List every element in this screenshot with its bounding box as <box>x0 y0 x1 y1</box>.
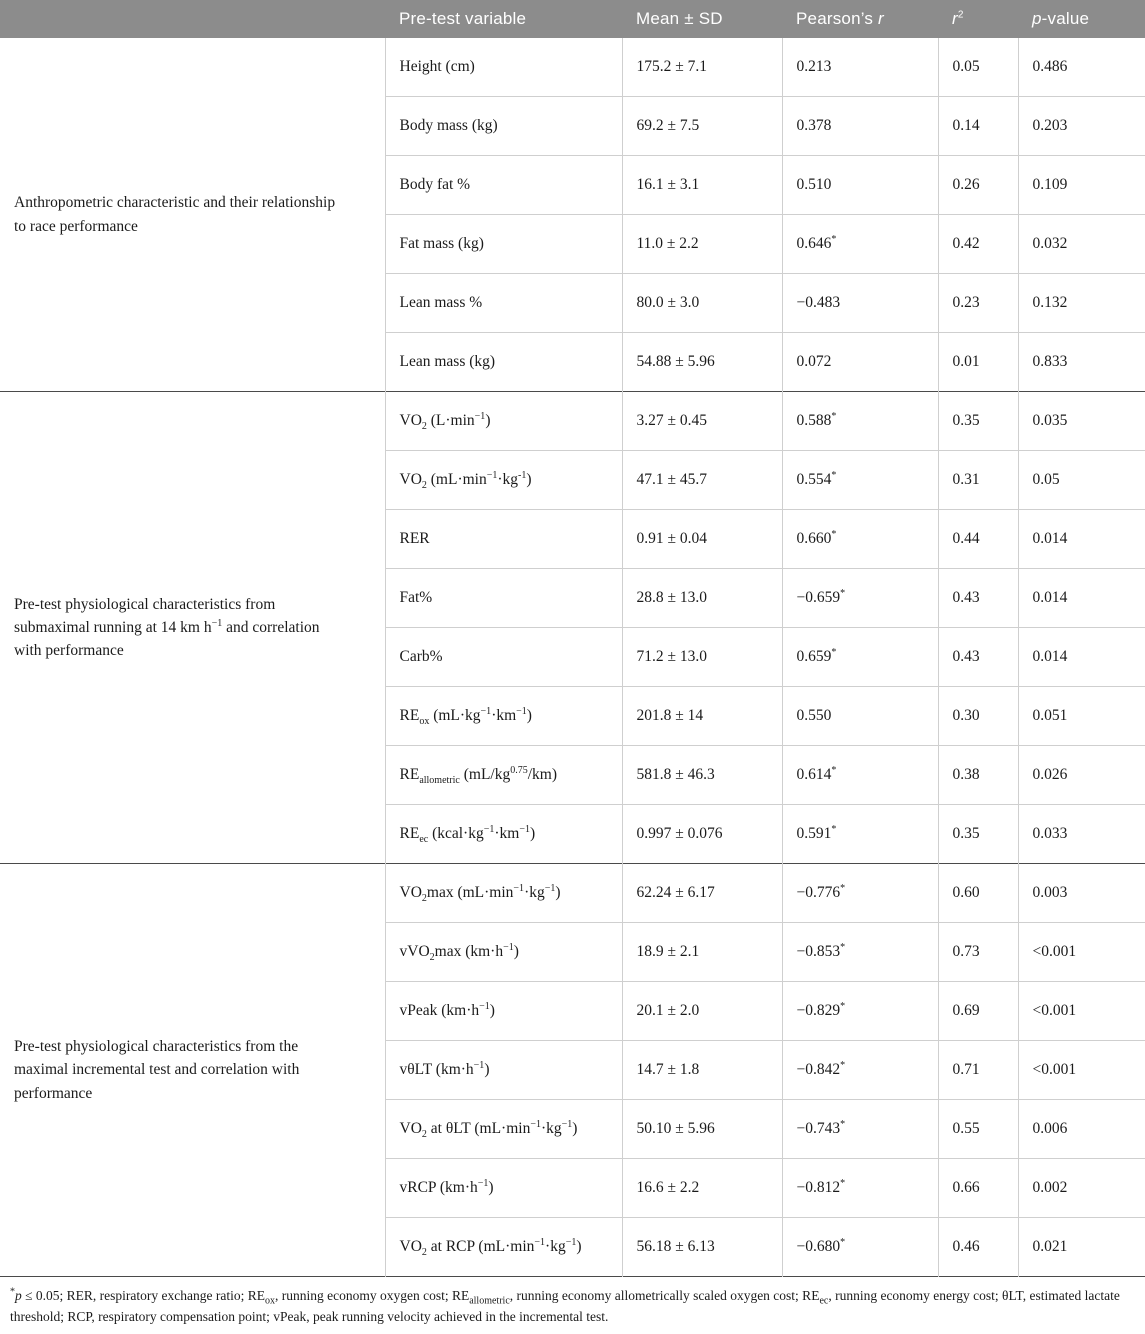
variable-cell: $RE_{allometric}$ $(mL/kg^{0.75}/km)$ <box>385 746 622 805</box>
p-value-cell: <0.001 <box>1018 923 1145 982</box>
p-value-cell: 0.033 <box>1018 805 1145 864</box>
r2-cell: 0.71 <box>938 1041 1018 1100</box>
variable-cell: Lean mass (kg) <box>385 333 622 392</box>
pearson-r-cell: −0.680* <box>782 1218 938 1277</box>
pearson-r-cell: −0.743* <box>782 1100 938 1159</box>
variable-cell: $RE_{ox}$ $(mL\cdot kg^{-1}\cdot km^{-1})$ <box>385 687 622 746</box>
pearson-r-cell: 0.659* <box>782 628 938 687</box>
variable-cell: Body mass (kg) <box>385 97 622 156</box>
variable-cell: $RE_{ec}$ $(kcal\cdot kg^{-1}\cdot km^{-1})$ <box>385 805 622 864</box>
mean-sd-cell: 175.2 ± 7.1 <box>622 38 782 97</box>
p-value-cell: 0.003 <box>1018 864 1145 923</box>
p-value-cell: 0.833 <box>1018 333 1145 392</box>
r2-cell: 0.66 <box>938 1159 1018 1218</box>
mean-sd-cell: 50.10 ± 5.96 <box>622 1100 782 1159</box>
p-value-cell: 0.006 <box>1018 1100 1145 1159</box>
mean-sd-cell: 0.997 ± 0.076 <box>622 805 782 864</box>
p-value-cell: 0.032 <box>1018 215 1145 274</box>
mean-sd-cell: 62.24 ± 6.17 <box>622 864 782 923</box>
pearson-r-cell: 0.588* <box>782 392 938 451</box>
pearson-r-cell: −0.776* <box>782 864 938 923</box>
pearson-r-cell: −0.659* <box>782 569 938 628</box>
p-value-cell: 0.203 <box>1018 97 1145 156</box>
mean-sd-cell: 71.2 ± 13.0 <box>622 628 782 687</box>
pearson-r-cell: −0.483 <box>782 274 938 333</box>
variable-cell: Carb% <box>385 628 622 687</box>
r2-cell: 0.42 <box>938 215 1018 274</box>
pearson-r-cell: 0.510 <box>782 156 938 215</box>
p-value-cell: <0.001 <box>1018 982 1145 1041</box>
r2-cell: 0.35 <box>938 805 1018 864</box>
variable-cell: Body fat % <box>385 156 622 215</box>
variable-cell: vPeak $(km\cdot h^{-1})$ <box>385 982 622 1041</box>
mean-sd-cell: 581.8 ± 46.3 <box>622 746 782 805</box>
table-header <box>0 0 1145 38</box>
mean-sd-cell: 56.18 ± 6.13 <box>622 1218 782 1277</box>
table-row <box>0 864 1145 923</box>
header-cell-mean: Mean ± SD <box>622 0 782 38</box>
pearson-r-cell: 0.591* <box>782 805 938 864</box>
results-table-body <box>0 38 1145 1277</box>
pearson-r-cell: −0.829* <box>782 982 938 1041</box>
mean-sd-cell: 11.0 ± 2.2 <box>622 215 782 274</box>
variable-cell: $VO_2$ $(L\cdot\min^{-1})$ <box>385 392 622 451</box>
r2-cell: 0.73 <box>938 923 1018 982</box>
pearson-r-cell: 0.614* <box>782 746 938 805</box>
pearson-r-cell: 0.550 <box>782 687 938 746</box>
pearson-r-cell: −0.812* <box>782 1159 938 1218</box>
variable-cell: vθLT $(km\cdot h^{-1})$ <box>385 1041 622 1100</box>
mean-sd-cell: 69.2 ± 7.5 <box>622 97 782 156</box>
pearson-r-cell: 0.646* <box>782 215 938 274</box>
p-value-cell: 0.014 <box>1018 628 1145 687</box>
p-value-cell: 0.486 <box>1018 38 1145 97</box>
r2-cell: 0.55 <box>938 1100 1018 1159</box>
table-row <box>0 38 1145 97</box>
r2-cell: 0.46 <box>938 1218 1018 1277</box>
header-cell-variable: Pre-test variable <box>385 0 622 38</box>
r2-cell: 0.44 <box>938 510 1018 569</box>
variable-cell: $VO_2$ at θLT $(mL\cdot\min^{-1}\cdot kg^{-1})$ <box>385 1100 622 1159</box>
header-cell-r2: $r^2$ <box>938 0 1018 38</box>
variable-cell: Fat% <box>385 569 622 628</box>
p-value-cell: 0.132 <box>1018 274 1145 333</box>
p-value-cell: 0.014 <box>1018 510 1145 569</box>
pearson-r-cell: 0.554* <box>782 451 938 510</box>
variable-cell: $VO_2\max$ $(mL\cdot\min^{-1}\cdot kg^{-1})$ <box>385 864 622 923</box>
p-value-cell: 0.051 <box>1018 687 1145 746</box>
r2-cell: 0.30 <box>938 687 1018 746</box>
group-label-cell: Pre-test physiological characteristics from submaximal running at 14 km $h^{-1}$ and correlation with performance <box>0 392 385 864</box>
pearson-r-cell: 0.213 <box>782 38 938 97</box>
mean-sd-cell: 47.1 ± 45.7 <box>622 451 782 510</box>
pearson-r-cell: 0.378 <box>782 97 938 156</box>
mean-sd-cell: 20.1 ± 2.0 <box>622 982 782 1041</box>
mean-sd-cell: 0.91 ± 0.04 <box>622 510 782 569</box>
mean-sd-cell: 80.0 ± 3.0 <box>622 274 782 333</box>
group-label-cell: Anthropometric characteristic and their relationship to race performance <box>14 194 336 235</box>
variable-cell: vRCP $(km\cdot h^{-1})$ <box>385 1159 622 1218</box>
variable-cell: Lean mass % <box>385 274 622 333</box>
p-value-cell: 0.002 <box>1018 1159 1145 1218</box>
p-value-cell: 0.026 <box>1018 746 1145 805</box>
header-cell-p-value: p-value <box>1018 0 1145 38</box>
r2-cell: 0.43 <box>938 569 1018 628</box>
p-value-cell: 0.014 <box>1018 569 1145 628</box>
r2-cell: 0.69 <box>938 982 1018 1041</box>
r2-cell: 0.43 <box>938 628 1018 687</box>
r2-cell: 0.23 <box>938 274 1018 333</box>
variable-cell: RER <box>385 510 622 569</box>
p-value-cell: <0.001 <box>1018 1041 1145 1100</box>
mean-sd-cell: 18.9 ± 2.1 <box>622 923 782 982</box>
p-value-cell: 0.021 <box>1018 1218 1145 1277</box>
header-row <box>0 0 1145 38</box>
mean-sd-cell: 28.8 ± 13.0 <box>622 569 782 628</box>
variable-cell: $VO_2$ $(mL\cdot\min^{-1}\cdot kg^{-1})$ <box>385 451 622 510</box>
r2-cell: 0.60 <box>938 864 1018 923</box>
r2-cell: 0.35 <box>938 392 1018 451</box>
mean-sd-cell: 3.27 ± 0.45 <box>622 392 782 451</box>
mean-sd-cell: 16.6 ± 2.2 <box>622 1159 782 1218</box>
mean-sd-cell: 14.7 ± 1.8 <box>622 1041 782 1100</box>
mean-sd-cell: 16.1 ± 3.1 <box>622 156 782 215</box>
table-row <box>0 392 1145 451</box>
pearson-r-cell: −0.853* <box>782 923 938 982</box>
pearson-r-cell: 0.660* <box>782 510 938 569</box>
r2-cell: 0.01 <box>938 333 1018 392</box>
r2-cell: 0.26 <box>938 156 1018 215</box>
r2-cell: 0.38 <box>938 746 1018 805</box>
header-cell-pearson: Pearson’s r <box>782 0 938 38</box>
group-label-cell: Pre-test physiological characteristics from the maximal incremental test and correlation with performance <box>0 864 385 1277</box>
pearson-r-cell: 0.072 <box>782 333 938 392</box>
variable-cell: vVO$_2$max $(km\cdot h^{-1})$ <box>385 923 622 982</box>
p-value-cell: 0.035 <box>1018 392 1145 451</box>
pearson-r-cell: −0.842* <box>782 1041 938 1100</box>
p-value-cell: 0.05 <box>1018 451 1145 510</box>
table-footnote: *p ≤ 0.05; RER, respiratory exchange ratio; $RE_{ox}$, running economy oxygen cost; $RE_{allometric}$, running economy allometrically scaled oxygen cost; $RE_{ec}$, running economy energy cost; θLT, estimated lactate threshold; RCP, respiratory compensation point; vPeak, peak running velocity achieved in the incremental test. <box>10 1286 1120 1324</box>
p-value-cell: 0.109 <box>1018 156 1145 215</box>
variable-cell: Fat mass (kg) <box>385 215 622 274</box>
r2-cell: 0.14 <box>938 97 1018 156</box>
r2-cell: 0.05 <box>938 38 1018 97</box>
variable-cell: Height (cm) <box>385 38 622 97</box>
variable-cell: $VO_2$ at RCP $(mL\cdot\min^{-1}\cdot kg^{-1})$ <box>385 1218 622 1277</box>
mean-sd-cell: 54.88 ± 5.96 <box>622 333 782 392</box>
mean-sd-cell: 201.8 ± 14 <box>622 687 782 746</box>
r2-cell: 0.31 <box>938 451 1018 510</box>
header-cell-group <box>0 0 385 38</box>
